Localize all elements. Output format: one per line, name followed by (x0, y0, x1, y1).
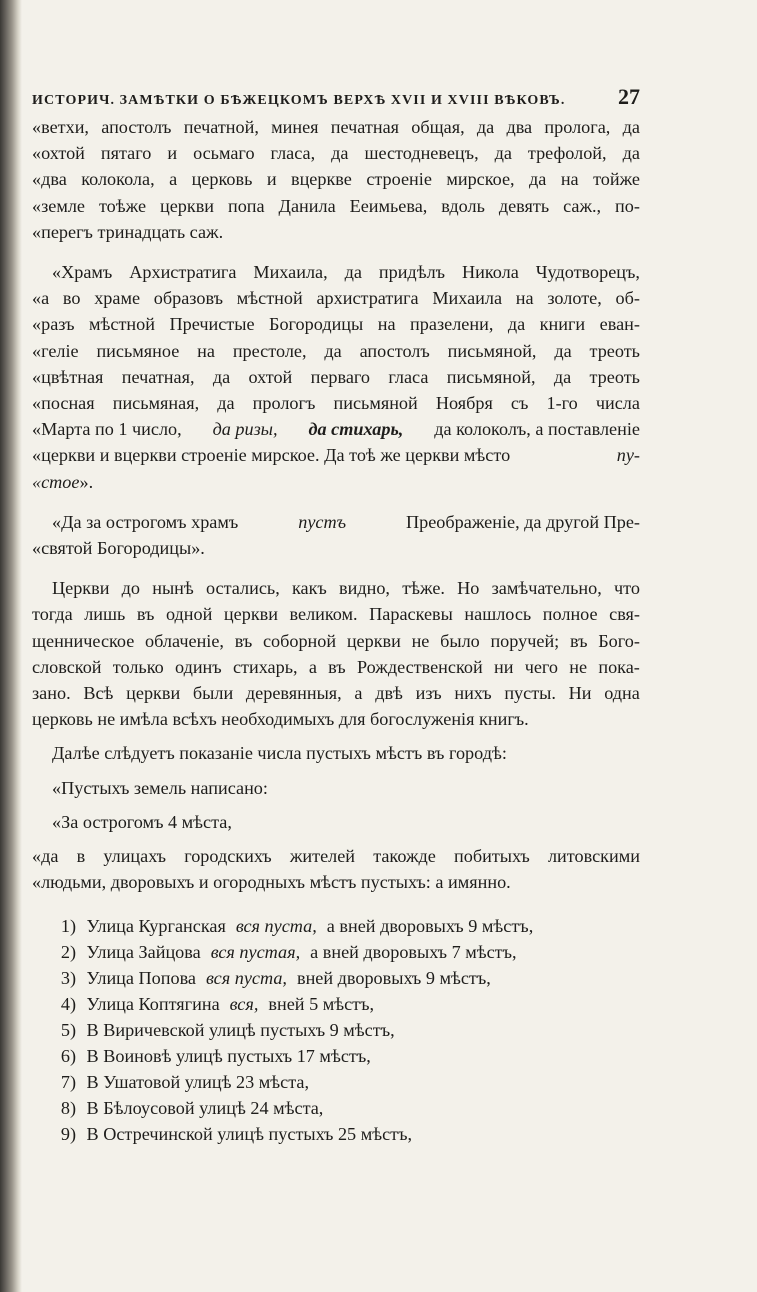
word: книги (539, 314, 586, 335)
text-line (32, 628, 640, 654)
text-line: Далѣе слѣдуетъ показаніе числа пустыхъ мѣстъ въ городѣ: (52, 743, 507, 764)
word: письмяная, (112, 393, 200, 414)
word: двѣ (375, 683, 403, 704)
list-item (46, 965, 640, 991)
word: не (411, 630, 430, 651)
word: до (121, 578, 141, 599)
word: «да (32, 846, 59, 867)
word: мѣстной (89, 314, 155, 335)
word: Ни (568, 683, 592, 704)
italic-segment: да стихарь, (308, 419, 404, 440)
text-segment: ». (79, 471, 94, 492)
word: полное (542, 604, 598, 625)
book-binding-shadow (0, 0, 22, 1292)
running-title: ИСТОРИЧ. ЗАМѢТКИ О БѢЖЕЦКОМЪ ВЕРХѢ XVII И XVIII ВѢКОВЪ. (32, 93, 566, 108)
text-line (32, 166, 640, 192)
word: соборной (262, 630, 337, 651)
text-segment: «церкви и вцеркви строеніе мирское. Да тоѣ же церкви мѣсто (32, 445, 511, 466)
word: Богородицы (269, 314, 364, 335)
word: въ (569, 630, 588, 651)
text-line (32, 680, 640, 706)
italic-segment: да ризы, (212, 419, 278, 440)
running-head (32, 84, 640, 114)
word: во (62, 288, 81, 309)
word: тѣже. (402, 578, 445, 599)
list-item (46, 1069, 640, 1095)
italic-segment: пустъ (298, 511, 347, 532)
italic-segment: «стое (32, 471, 80, 492)
word: не (569, 656, 588, 677)
text-line (32, 601, 640, 627)
text-line (32, 843, 640, 869)
text-line (32, 469, 640, 495)
word: печатная, (121, 366, 195, 387)
word: золоте, (547, 288, 602, 309)
text-line (32, 259, 640, 285)
text-segment: да колоколъ, а поставленіе (434, 419, 640, 440)
word: саж., (563, 195, 602, 216)
word: тогда (32, 604, 73, 625)
word: видно, (339, 578, 390, 599)
word: церкви (223, 604, 278, 625)
italic-segment: пу- (616, 445, 640, 466)
word: да (212, 366, 231, 387)
text-segment: В Ушатовой улицѣ 23 мѣста, (86, 1072, 309, 1093)
text-segment: вней дворовыхъ 9 мѣстъ, (296, 968, 491, 989)
item-number: 4) (60, 994, 76, 1015)
word: пока- (598, 656, 640, 677)
word: Всѣ (83, 683, 114, 704)
text-line: «перегъ тринадцать саж. (32, 221, 224, 242)
word: престоле, (232, 340, 307, 361)
word: что (613, 578, 640, 599)
italic-segment: вся, (229, 994, 259, 1015)
word: числа (595, 393, 640, 414)
word: и (167, 143, 178, 164)
word: побитыхъ (454, 846, 530, 867)
word: да (529, 169, 547, 190)
italic-segment: вся пустая, (210, 942, 301, 963)
word: поручей; (490, 630, 560, 651)
text-line (32, 311, 640, 337)
word: охтой (248, 366, 293, 387)
word: церкви (346, 630, 401, 651)
word: стихарь, (232, 656, 298, 677)
text-line (32, 509, 640, 535)
paragraph-transfiguration (32, 509, 640, 561)
word: городскихъ (184, 846, 272, 867)
paragraph-following (32, 740, 640, 766)
text-line (32, 193, 640, 219)
word: гласа (388, 366, 429, 387)
word: Но (457, 578, 480, 599)
word: церковь (191, 169, 253, 190)
paragraph-beyond-fort (32, 809, 640, 835)
word: Михаила (432, 288, 503, 309)
word: треоть (589, 340, 640, 361)
word: одинъ (175, 656, 222, 677)
word: трефолой, (527, 143, 607, 164)
item-number: 8) (60, 1098, 76, 1119)
word: пролога, (544, 117, 611, 137)
list-item (46, 913, 640, 939)
word: одна (604, 683, 640, 704)
book-page (32, 84, 640, 1147)
word: церкви (126, 683, 181, 704)
word: по- (615, 195, 640, 216)
word: какъ (291, 578, 327, 599)
text-segment: Улица Попова (86, 968, 197, 989)
text-segment: В Остречинской улицѣ пустыхъ 25 мѣстъ, (86, 1124, 413, 1145)
word: Бого- (598, 630, 640, 651)
word: улицахъ (103, 846, 167, 867)
paragraph-inventory-continued (32, 114, 640, 245)
word: да (331, 143, 349, 164)
word: Рождественской (356, 656, 483, 677)
word: Пречистые (169, 314, 255, 335)
word: «Храмъ (52, 262, 113, 283)
text-segment: Улица Коптягина (86, 994, 220, 1015)
word: нашлось (464, 604, 532, 625)
word: «два (32, 169, 67, 190)
list-item (46, 1043, 640, 1069)
word: храме (94, 288, 141, 309)
word: въ (136, 604, 155, 625)
word: шестодневецъ, (364, 143, 479, 164)
word: вдоль (441, 195, 485, 216)
word: Церкви (52, 578, 110, 599)
list-item (46, 1017, 640, 1043)
word: два (506, 117, 533, 137)
word: замѣчательно, (491, 578, 602, 599)
text-line: «Пустыхъ земель написано: (52, 777, 268, 798)
word: да (554, 340, 572, 361)
paragraph-commentary (32, 575, 640, 732)
word: письмяной, (446, 366, 536, 387)
text-segment: В Воиновѣ улицѣ пустыхъ 17 мѣстъ, (86, 1046, 371, 1067)
word: ни (493, 656, 514, 677)
word: общая, (411, 117, 465, 137)
text-line: церковь не имѣла всѣхъ необходимыхъ для богослуженія книгъ. (32, 709, 529, 730)
word: Данила (278, 195, 336, 216)
word: было (440, 630, 480, 651)
word: прологъ (252, 393, 316, 414)
word: въ (234, 630, 253, 651)
item-number: 2) (60, 942, 76, 963)
word: остались, (206, 578, 280, 599)
word: еван- (599, 314, 640, 335)
word: да (217, 393, 235, 414)
word: да (553, 366, 572, 387)
text-line (32, 338, 640, 364)
word: свя- (609, 604, 640, 625)
word: мѣстной (236, 288, 303, 309)
text-line: «святой Богородицы». (32, 538, 205, 559)
list-item (46, 1121, 640, 1147)
word: словской (32, 656, 102, 677)
word: а (308, 656, 317, 677)
page-number: 27 (618, 84, 640, 109)
word: вцеркве (290, 169, 352, 190)
word: архистратига (316, 288, 419, 309)
word: Ноября (435, 393, 493, 414)
word: одной (165, 604, 213, 625)
word: Никола (461, 262, 519, 283)
text-line: «людьми, дворовыхъ и огородныхъ мѣстъ пустыхъ: а имянно. (32, 872, 511, 893)
word: «разъ (32, 314, 75, 335)
word: на (515, 288, 534, 309)
word: строеніе (366, 169, 432, 190)
word: «цвѣтная (32, 366, 104, 387)
word: пусты. (504, 683, 556, 704)
word: минея (271, 117, 319, 137)
list-item (46, 939, 640, 965)
word: Архистратига (129, 262, 237, 283)
word: на (377, 314, 396, 335)
word: треоть (589, 366, 640, 387)
word: мирское, (446, 169, 515, 190)
word: образовъ (153, 288, 224, 309)
word: да (507, 314, 526, 335)
word: гласа, (270, 143, 316, 164)
text-segment: Улица Зайцова (86, 942, 201, 963)
item-number: 3) (60, 968, 76, 989)
word: Ееимьева, (349, 195, 428, 216)
item-number: 5) (60, 1020, 76, 1041)
word: щенническое (32, 630, 135, 651)
word: да (622, 143, 640, 164)
word: письмяной, (447, 340, 537, 361)
word: тойже (593, 169, 640, 190)
word: да (622, 117, 640, 137)
word: Михаила, (253, 262, 328, 283)
word: облаченіе, (145, 630, 224, 651)
word: апостолъ (101, 117, 172, 137)
item-number: 6) (60, 1046, 76, 1067)
word: изъ (415, 683, 442, 704)
item-number: 7) (60, 1072, 76, 1093)
word: да (476, 117, 495, 137)
word: Чудотворецъ, (535, 262, 640, 283)
word: литовскими (547, 846, 640, 867)
text-segment: «Марта по 1 число, (32, 419, 182, 440)
word: 1-го (546, 393, 578, 414)
word: «геліе (32, 340, 79, 361)
word: зано. (32, 683, 71, 704)
word: церкви (159, 195, 215, 216)
word: печатная (330, 117, 400, 137)
text-segment: Преображеніе, да другой Пре- (406, 511, 640, 532)
word: да (324, 340, 342, 361)
text-line (32, 140, 640, 166)
text-segment: В Бѣлоусовой улицѣ 24 мѣста, (86, 1098, 324, 1119)
text-line (32, 654, 640, 680)
word: «посная (32, 393, 95, 414)
word: а (169, 169, 178, 190)
word: жителей (289, 846, 356, 867)
word: лишь (84, 604, 126, 625)
word: нынѣ (152, 578, 194, 599)
text-line (32, 442, 640, 468)
word: пятаго (100, 143, 152, 164)
text-line (32, 575, 640, 601)
word: письмяной (333, 393, 418, 414)
text-segment: а вней дворовыхъ 9 мѣстъ, (326, 916, 534, 937)
text-line (32, 364, 640, 390)
word: «ветхи, (32, 117, 89, 137)
word: «земле (32, 195, 86, 216)
word: об- (615, 288, 640, 309)
text-segment: В Виричевской улицѣ пустыхъ 9 мѣстъ, (86, 1020, 395, 1041)
word: да (494, 143, 512, 164)
word: перваго (310, 366, 371, 387)
item-number: 9) (60, 1124, 76, 1145)
body-text (32, 114, 640, 1147)
word: на (560, 169, 579, 190)
word: письмяное (96, 340, 180, 361)
word: Параскевы (369, 604, 453, 625)
list-item (46, 1095, 640, 1121)
word: только (112, 656, 164, 677)
paragraph-archangel-michael (32, 259, 640, 495)
word: на (197, 340, 215, 361)
text-segment: «Да за острогомъ храмъ (52, 511, 239, 532)
italic-segment: вся пуста, (206, 968, 287, 989)
word: великом. (289, 604, 358, 625)
text-line (32, 285, 640, 311)
word: «а (32, 288, 50, 309)
word: «охтой (32, 143, 85, 164)
word: попа (227, 195, 265, 216)
paragraph-streets-intro (32, 843, 640, 895)
text-line: «За острогомъ 4 мѣста, (52, 811, 232, 832)
text-line (32, 114, 640, 140)
word: осьмаго (193, 143, 255, 164)
word: а (354, 683, 363, 704)
word: тоѣже (98, 195, 147, 216)
word: въ (328, 656, 346, 677)
word: девять (498, 195, 550, 216)
word: печатной, (183, 117, 259, 137)
word: нихъ (454, 683, 492, 704)
list-item (46, 991, 640, 1017)
word: апостолъ (359, 340, 430, 361)
text-segment: Улица Курганская (86, 916, 226, 937)
word: колокола, (81, 169, 155, 190)
text-segment: вней 5 мѣстъ, (268, 994, 375, 1015)
text-line (32, 416, 640, 442)
text-segment: а вней дворовыхъ 7 мѣстъ, (310, 942, 517, 963)
word: такожде (373, 846, 436, 867)
word: в (76, 846, 86, 867)
word: съ (510, 393, 529, 414)
word: придѣлъ (378, 262, 446, 283)
italic-segment: вся пуста, (235, 916, 317, 937)
item-number: 1) (60, 916, 76, 937)
word: празелени, (410, 314, 494, 335)
word: да (344, 262, 362, 283)
word: были (192, 683, 234, 704)
paragraph-empty-lands (32, 775, 640, 801)
word: чего (524, 656, 559, 677)
streets-list (32, 913, 640, 1147)
word: деревянныя, (245, 683, 342, 704)
word: и (266, 169, 277, 190)
text-line (32, 390, 640, 416)
